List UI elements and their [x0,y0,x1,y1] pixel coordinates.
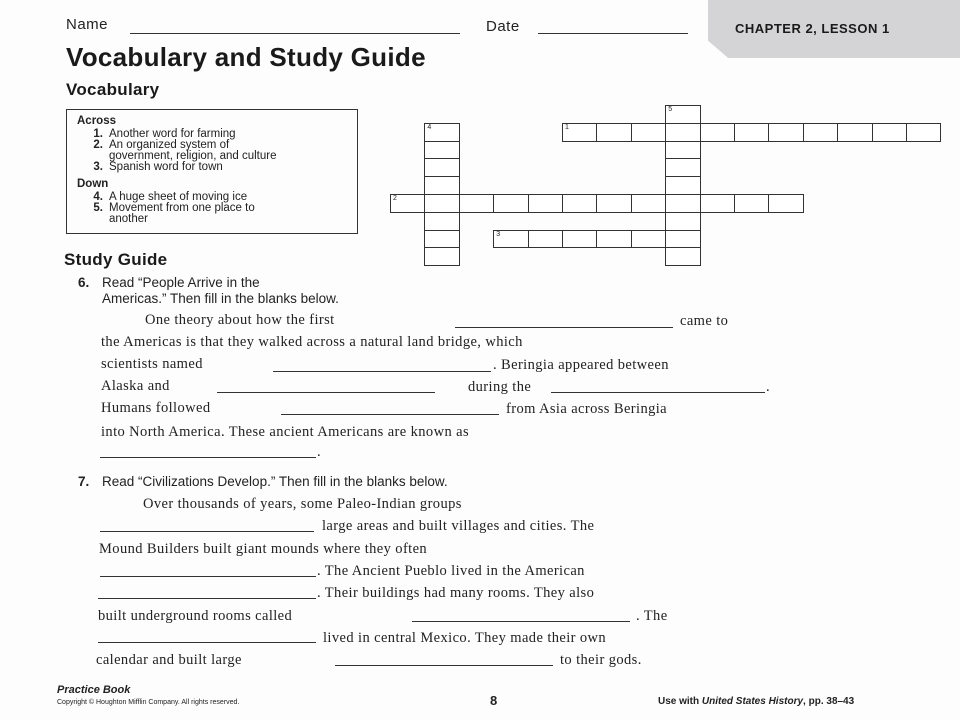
crossword-cell[interactable] [665,212,700,231]
q7-text: . Their buildings had many rooms. They also [317,585,595,601]
crossword-cell[interactable] [631,230,666,249]
page-title: Vocabulary and Study Guide [66,42,426,72]
q7-blank-5[interactable] [98,642,316,643]
q6-text: scientists named [101,356,203,372]
crossword-cell[interactable] [665,247,700,266]
chapter-label: CHAPTER 2, LESSON 1 [735,21,890,36]
crossword-clue-number: 5 [668,106,673,113]
crossword-cell[interactable] [665,176,700,195]
q6-text: during the [468,379,532,395]
use-prefix: Use with [658,696,702,707]
clue-across-3 [77,162,352,173]
crossword-cell[interactable] [665,105,700,124]
clue-num: 4. [93,191,103,203]
crossword-cell[interactable] [562,123,597,142]
q6-text: One theory about how the first [145,312,335,328]
vocabulary-heading: Vocabulary [66,80,160,99]
crossword-cell[interactable] [872,123,907,142]
crossword-cell[interactable] [459,194,494,213]
crossword-cell[interactable] [768,123,803,142]
q7-text: lived in central Mexico. They made their own [323,630,607,646]
clue-down-5-cont: another [109,213,149,225]
q6-text: . [317,444,322,460]
crossword-cell[interactable] [768,194,803,213]
crossword-cell[interactable] [906,123,941,142]
prompt-line: Americas.” Then fill in the blanks below. [102,291,339,306]
q6-text: the Americas is that they walked across a natural land bridge, which [101,334,523,350]
footer-use-with [658,696,854,707]
clue-text: Movement from one place to [109,202,255,214]
crossword-cell[interactable] [390,194,425,213]
q7-text: calendar and built large [96,652,242,668]
crossword-cell[interactable] [528,194,563,213]
crossword-cell[interactable] [493,194,528,213]
question-6-prompt [78,275,339,307]
clue-num: 5. [93,202,103,214]
crossword-cell[interactable] [734,123,769,142]
crossword-cell[interactable] [424,176,459,195]
q6-blank-1[interactable] [455,327,673,328]
crossword-cell[interactable] [562,194,597,213]
crossword-cell[interactable] [665,158,700,177]
study-guide-heading: Study Guide [64,250,168,269]
question-7-number: 7. [78,474,90,489]
q7-blank-6[interactable] [335,665,553,666]
crossword-cell[interactable] [528,230,563,249]
footer-book-title: Practice Book [57,684,131,696]
across-label: Across [77,115,116,127]
crossword-clue-number: 1 [565,123,569,131]
q6-text: . [766,379,771,395]
q7-text: built underground rooms called [98,608,293,624]
crossword-cell[interactable] [424,194,459,213]
name-label: Name [66,16,109,33]
prompt-line: Read “People Arrive in the [102,275,260,290]
footer-page-number: 8 [490,693,498,708]
q6-text: from Asia across Beringia [506,401,668,417]
crossword-cell[interactable] [596,194,631,213]
crossword-cell[interactable] [665,230,700,249]
q6-text: . Beringia appeared between [493,357,669,373]
crossword-clue-number: 3 [496,230,501,238]
crossword-cell[interactable] [631,123,666,142]
q6-blank-2[interactable] [273,371,491,372]
crossword-cell[interactable] [493,230,528,249]
q7-blank-3[interactable] [98,598,316,599]
crossword-cell[interactable] [665,141,700,160]
crossword-cell[interactable] [424,230,459,249]
clue-num: 1. [93,128,103,140]
crossword-cell[interactable] [837,123,872,142]
q7-text: . The Ancient Pueblo lived in the American [317,563,585,579]
q6-text: into North America. These ancient Americans are known as [101,424,470,440]
clue-text: Another word for farming [109,128,236,140]
q6-text: came to [680,313,729,329]
q6-text: Humans followed [101,400,211,416]
crossword-cell[interactable] [631,194,666,213]
footer-copyright: Copyright © Houghton Mifflin Company. All rights reserved. [57,699,240,706]
clue-num: 3. [93,161,103,173]
clue-text: An organized system of [109,139,230,151]
crossword-cell[interactable] [424,123,459,142]
crossword-cell[interactable] [562,230,597,249]
q7-text: Over thousands of years, some Paleo-Indian groups [143,496,462,512]
crossword-cell[interactable] [424,212,459,231]
date-label: Date [486,18,520,35]
question-6-number: 6. [78,275,90,290]
clue-across-2-cont: government, religion, and culture [109,150,277,162]
q7-text: large areas and built villages and cities. The [322,518,595,534]
q6-text: Alaska and [101,378,170,394]
crossword-cell[interactable] [700,123,735,142]
use-title: United States History [701,696,804,707]
name-field[interactable] [130,33,460,34]
crossword-cell[interactable] [424,158,459,177]
q7-blank-1[interactable] [100,531,314,532]
crossword-clue-number: 4 [427,123,432,131]
q6-blank-3[interactable] [217,392,435,393]
q7-blank-4[interactable] [412,621,630,622]
crossword-cell[interactable] [596,123,631,142]
clue-num: 2. [93,139,103,151]
crossword-cell[interactable] [424,141,459,160]
crossword-clue-number: 2 [393,195,397,202]
crossword-cell[interactable] [700,194,735,213]
q6-blank-4[interactable] [551,392,765,393]
clue-box [66,109,358,234]
crossword-cell[interactable] [734,194,769,213]
q7-text: Mound Builders built giant mounds where they often [99,541,428,557]
q7-text: to their gods. [560,652,642,668]
q6-blank-5[interactable] [281,414,499,415]
crossword-cell[interactable] [803,123,838,142]
q7-blank-2[interactable] [100,576,316,577]
crossword-cell[interactable] [424,247,459,266]
clue-text: A huge sheet of moving ice [109,191,248,203]
q7-text: . The [636,608,668,624]
use-pages: , pp. 38–43 [803,696,855,707]
crossword-cell[interactable] [665,194,700,213]
down-label: Down [77,178,109,190]
crossword-cell[interactable] [596,230,631,249]
question-7-prompt [78,474,448,490]
clue-text: Spanish word for town [109,161,223,173]
date-field[interactable] [538,33,688,34]
crossword-cell[interactable] [665,123,700,142]
q6-blank-6[interactable] [100,457,316,458]
prompt-line: Read “Civilizations Develop.” Then fill in the blanks below. [102,474,448,489]
